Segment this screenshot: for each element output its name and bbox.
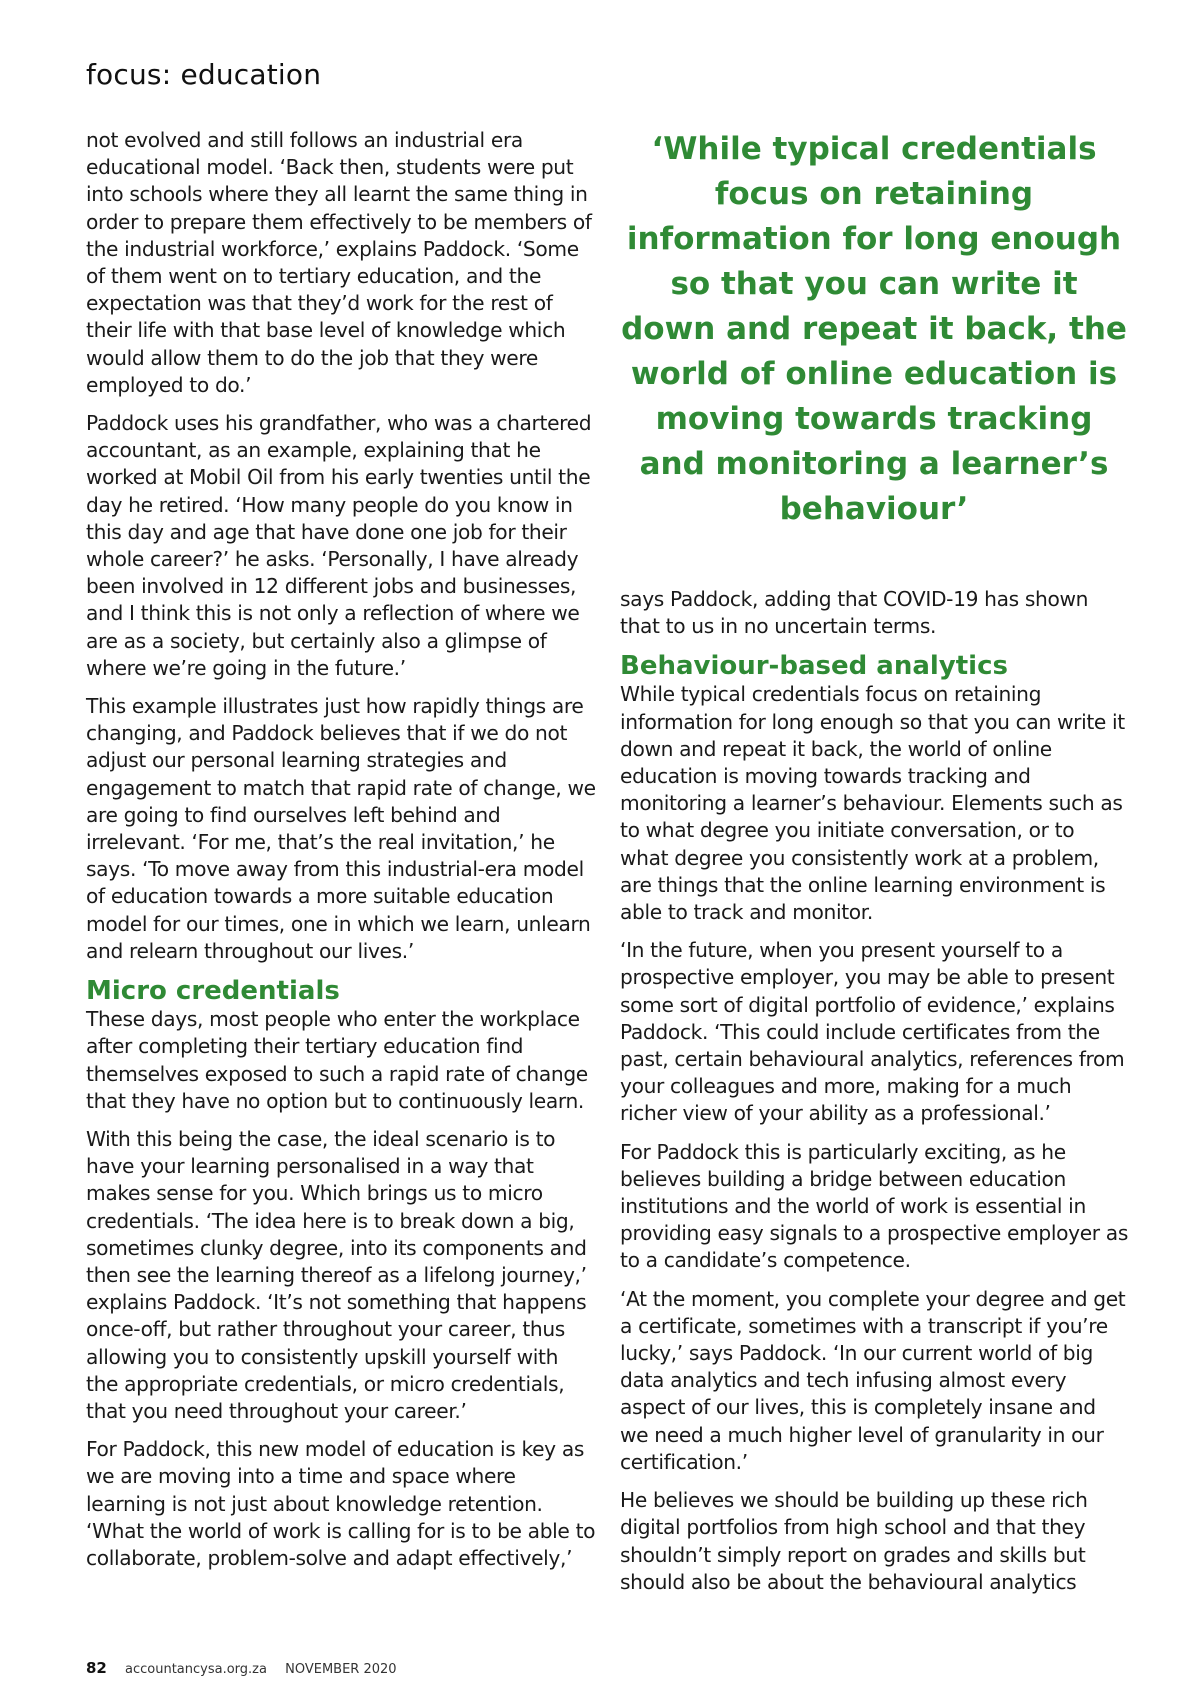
pull-quote: ‘While typical credentials focus on retaining information for long enough so that you can write it down and repeat it back, the world of online education is moving towards tracking and monitoring a learner’s behaviour’ (621, 131, 1127, 527)
body-paragraph: Paddock uses his grandfather, who was a chartered accountant, as an example, explaining that he worked at Mobil Oil from his early twenties until the day he retired. ‘How many people do you know in this day and age that have done one job for their whole career?’ he asks. ‘Personally, I have already been involved in 12 different jobs and businesses, and I think this is not only a reflection of where we are as a society, but certainly also a glimpse of where we’re going in the future.’ (86, 411, 592, 680)
body-paragraph: These days, most people who enter the workplace after completing their tertiary education find themselves exposed to such a rapid rate of change that they have no option but to continuously learn. (86, 1007, 588, 1113)
right-column (620, 127, 1128, 1607)
subheading-micro-credentials: Micro credentials (86, 976, 340, 1007)
page-footer (86, 1659, 397, 1677)
body-paragraph: For Paddock, this new model of education is key as we are moving into a time and space where learning is not just about knowledge retention. ‘What the world of work is calling for is to be able to collaborate, problem-solve and adapt effectively,’ (86, 1437, 596, 1570)
issue-date: NOVEMBER 2020 (285, 1662, 397, 1677)
body-paragraph: With this being the case, the ideal scenario is to have your learning personalised in a way that makes sense for you. Which brings us to micro credentials. ‘The idea here is to break down a big, sometimes clunky degree, into its components and then see the learning thereof as a lifelong journey,’ explains Paddock. ‘It’s not something that happens once-off, but rather throughout your career, thus allowing you to consistently upskill yourself with the appropriate credentials, or micro credentials, that you need throughout your career.’ (86, 1126, 587, 1423)
page-number: 82 (86, 1659, 107, 1677)
body-paragraph: This example illustrates just how rapidly things are changing, and Paddock believes that if we do not adjust our personal learning strategies and engagement to match that rapid rate of change, we are going to find ourselves left behind and irrelevant. ‘For me, that’s the real invitation,’ he says. ‘To move away from this industrial-era model of education towards a more suitable education model for our times, one in which we learn, unlearn and relearn throughout our lives.’ (86, 694, 596, 963)
subheading-behaviour-analytics: Behaviour-based analytics (620, 651, 1008, 682)
website-url[interactable]: accountancysa.org.za (125, 1662, 267, 1677)
section-label: focus: education (86, 58, 322, 91)
body-paragraph: While typical credentials focus on retaining information for long enough so that you can write it down and repeat it back, the world of online education is moving towards tracking and monitoring a learner’s behaviour. Elements such as to what degree you initiate conversation, or to what degree you consistently work at a problem, are things that the online learning environment is able to track and monitor. (620, 682, 1125, 925)
body-paragraph: ‘At the moment, you complete your degree and get a certificate, sometimes with a transcript if you’re lucky,’ says Paddock. ‘In our current world of big data analytics and tech infusing almost every aspect of our lives, this is completely insane and we need a much higher level of granularity in our certification.’ (620, 1286, 1126, 1474)
body-paragraph: For Paddock this is particularly exciting, as he believes building a bridge between education institutions and the world of work is essential in providing easy signals to a prospective employer as to a candidate’s competence. (620, 1139, 1128, 1273)
body-paragraph: says Paddock, adding that COVID-19 has shown that to us in no uncertain terms. (620, 587, 1089, 639)
body-paragraph: not evolved and still follows an industrial era educational model. ‘Back then, students were put into schools where they all learnt the same thing in order to prepare them effectively to be members of the industrial workforce,’ explains Paddock. ‘Some of them went on to tertiary education, and the expectation was that they’d work for the rest of their life with that base level of knowledge which would allow them to do the job that they were employed to do.’ (86, 128, 592, 397)
body-paragraph: He believes we should be building up these rich digital portfolios from high school and that they shouldn’t simply report on grades and skills but should also be about the behavioural analytics (620, 1488, 1088, 1594)
left-column (86, 127, 596, 1583)
body-paragraph: ‘In the future, when you present yourself to a prospective employer, you may be able to present some sort of digital portfolio of evidence,’ explains Paddock. ‘This could include certificates from the past, certain behavioural analytics, references from your colleagues and more, making for a much richer view of your ability as a professional.’ (620, 938, 1125, 1126)
